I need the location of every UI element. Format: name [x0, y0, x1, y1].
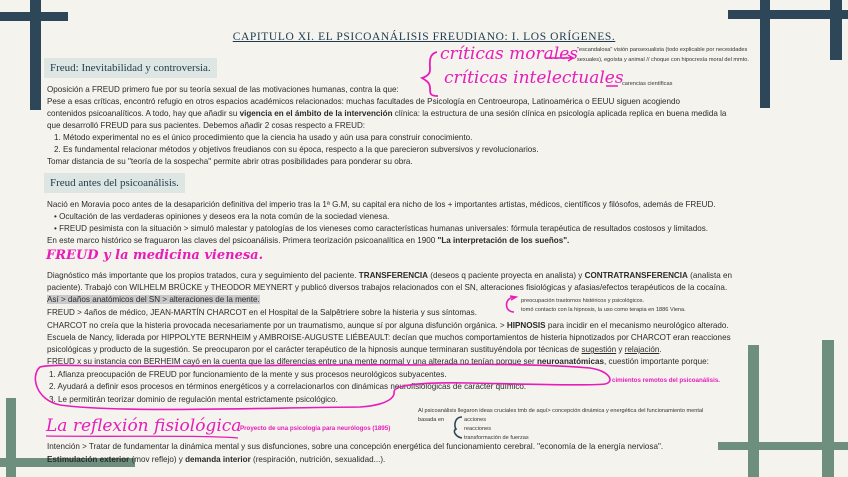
paragraph: contenidos psicoanalíticos. A todo, hay que añadir su vigencia en el ámbito de la intervención clínica: la estructura de una sesión clínica en psicología aplicada replica en buena medida la — [47, 109, 727, 118]
annotation-cimientos: cimientos remotos del psicoanálisis. — [612, 377, 720, 384]
note-charcot: tomó contacto con la hipnosis, la uso como terapia en 1886 Viena. — [521, 307, 686, 313]
note-llegaron: basada en — [418, 417, 445, 423]
paragraph: Pese a esas críticas, encontró refugio en otros espacios académicos relacionados: muchas facultades de Psicología en Centroeuropa, Latinoamérica o EEUU siguen acogiendo — [47, 97, 681, 106]
brace-energia — [454, 417, 462, 438]
note-morales: sexuales), egoísta y animal // choque con hipocresía moral del mmto. — [577, 57, 749, 63]
paragraph: CHARCOT no creía que la histeria provocada necesariamente por un traumatismo, aunque sí por alguna disfunción orgánica. > HIPNOSIS para incidir en el mecanismo neurológico alterado. — [47, 321, 729, 330]
annotation-reflexion: La reflexión fisiológica — [46, 416, 242, 436]
note-transformacion: transformación de fuerzas — [464, 435, 529, 441]
section-heading-controversia: Freud: Inevitabilidad y controversia. — [44, 58, 217, 78]
paragraph: Intención > Tratar de fundamentar la dinámica mental y sus disfunciones, sobre una concepción energética del funcionamiento cerebral. "economía de la energía nerviosa". — [47, 442, 664, 451]
list-item: 1. Método experimental no es el único procedimiento que la ciencia ha usado y aún usa para construir conocimiento. — [54, 133, 473, 142]
section-heading-antes: Freud antes del psicoanálisis. — [44, 173, 185, 193]
list-item: 1. Afianza preocupación de FREUD por funcionamiento de la mente y sus procesos neurológicos subyacentes. — [49, 370, 447, 379]
note-reacciones: reacciones — [464, 426, 492, 432]
brace-criticas — [422, 52, 438, 96]
paragraph: En este marco histórico se fraguaron las claves del psicoanálisis. Primera teorización psicoanalítica en 1900 "La interpretación de los sueños". — [47, 236, 570, 245]
frame-bar — [830, 0, 842, 60]
frame-bar — [748, 345, 759, 477]
note-llegaron: Al psicoanálisis llegaron ideas cruciales tmb de aquí> concepción dinámica y energética del funcionamiento mental — [418, 408, 704, 414]
paragraph: paciente). Trabajó con WILHELM BRÜCKE y THEODOR MEYNERT y publicó diversos trabajos relacionados con el SN, alteraciones fisiológicas y afasias/efectos terapéuticos de la cocaína. — [47, 283, 728, 292]
frame-bar — [0, 12, 68, 21]
annotation-proyecto: Proyecto de una psicología para neurólogos (1895) — [240, 425, 391, 432]
paragraph: FREUD x su instancia con BERHEIM cayó en la cuenta que las diferencias entre una mente normal y una alterada no tenían porque ser neuroanatómicas, cuestión importante porque: — [47, 357, 709, 366]
list-item: • Ocultación de las verdaderas opiniones y deseos era la nota común de la sociedad vienesa. — [54, 212, 390, 221]
list-item: • FREUD pesimista con la situación > simuló malestar y patologías de los vieneses como características humanas universales: fórmula terapéutica de resultados costosos y limitados. — [54, 224, 709, 233]
bracket-charcot — [507, 296, 517, 312]
paragraph: Estimulación exterior (mov reflejo) y demanda interior (respiración, nutrición, sexualidad...). — [47, 455, 386, 464]
paragraph: Diagnóstico más importante que los propios tratados, cura y seguimiento del paciente. TRANSFERENCIA (deseos q paciente proyecta en analista) y CONTRATRANSFERENCIA (analista en — [47, 271, 732, 280]
paragraph: que desarrolló FREUD para sus pacientes. Debemos añadir 2 cosas respecto a FREUD: — [47, 121, 366, 130]
annotation-criticas-intelectuales: críticas intelectuales — [444, 68, 624, 88]
annotation-freud-medicina: FREUD y la medicina vienesa. — [46, 248, 264, 263]
annotation-criticas-morales: críticas morales — [440, 44, 578, 64]
paragraph: FREUD > 4años de médico, JEAN-MARTÍN CHARCOT en el Hospital de la Salpêtriere sobre la histeria y sus síntomas. — [47, 308, 477, 317]
list-item: 2. Ayudará a definir esos procesos en términos energéticos y a correlacionarlos con dinámicas neurofisiológicas de carácter químico. — [49, 382, 527, 391]
paragraph: Así > daños anatómicos del SN > alteraciones de la mente. — [47, 295, 260, 304]
frame-bar — [822, 340, 834, 477]
paragraph: Tomar distancia de su "teoría de la sospecha" permite abrir otras posibilidades para ponderar su obra. — [47, 157, 413, 166]
note-intelectuales: carencias científicas — [622, 81, 673, 87]
underline-reflexion — [46, 436, 238, 438]
paragraph: Oposición a FREUD primero fue por su teoría sexual de las motivaciones humanas, contra la que: — [47, 85, 399, 94]
paragraph: Escuela de Nancy, liderada por HIPPOLYTE BERNHEIM y AMBROISE-AUGUSTE LIÉBEAULT: decían que muchos comportamientos de histeria hipnotizados por CHARCOT eran reacciones — [47, 333, 731, 342]
note-charcot: preocupación trastornos histéricos y psicológicos. — [521, 298, 645, 304]
list-item: 3. Le permitirán teorizar dominio de regulación mental estrictamente psicológico. — [49, 395, 338, 404]
list-item: 2. Es fundamental relacionar métodos y objetivos freudianos con su época, respecto a la que parecieron subversivos y revolucionarios. — [54, 145, 539, 154]
note-morales: "escandalosa" visión pansexualista (todo explicable por necesidades — [577, 47, 748, 53]
page-title: CAPITULO XI. EL PSICOANÁLISIS FREUDIANO: I. LOS ORÍGENES. — [232, 31, 616, 43]
paragraph: Nació en Moravia poco antes de la desaparición definitiva del imperio tras la 1ª G.M, su capital era nicho de los + importantes artistas, médicos, científicos y filósofos, además de FREUD. — [47, 200, 716, 209]
note-acciones: acciones — [464, 417, 487, 423]
paragraph: psicológicas y producto de la sugestión. Se preocuparon por el carácter terapéutico de la hipnosis aunque terminaran sustituyéndola por técnicas de sugestión y relajación. — [47, 345, 662, 354]
